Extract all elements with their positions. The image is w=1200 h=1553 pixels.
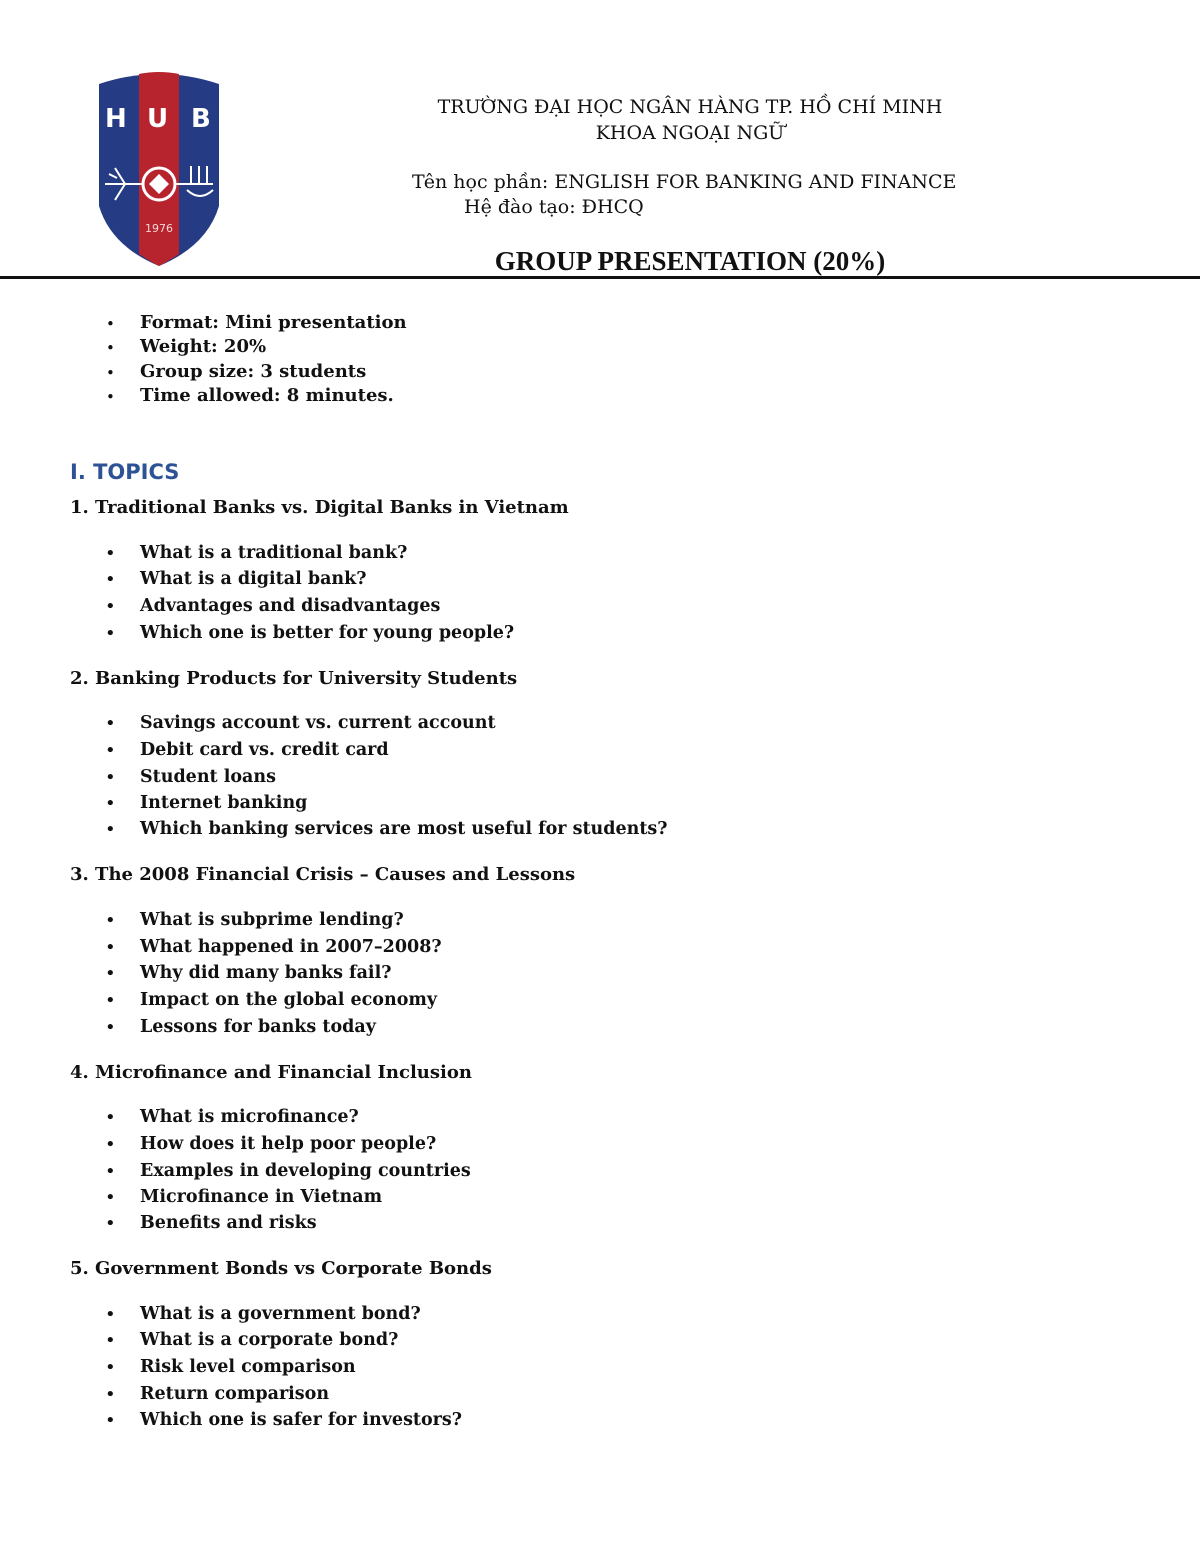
topic-item: Impact on the global economy (140, 990, 438, 1010)
bullet-icon: • (105, 1384, 116, 1405)
info-format: Format: Mini presentation (140, 312, 407, 333)
bullet-icon: • (105, 1304, 116, 1325)
bullet-icon: • (105, 1187, 116, 1208)
topic-item: Which one is better for young people? (140, 623, 515, 643)
topic-item: Examples in developing countries (140, 1161, 471, 1181)
bullet-icon: • (105, 767, 116, 788)
logo-year: 1976 (145, 222, 173, 235)
topic-item: What is a government bond? (140, 1304, 421, 1324)
bullet-icon: • (105, 1330, 116, 1351)
course-label: Tên học phần: (412, 171, 549, 193)
topic-item: What happened in 2007–2008? (140, 937, 442, 957)
course-line (412, 171, 956, 193)
bullet-icon: • (105, 1410, 116, 1431)
level-label: Hệ đào tạo: (464, 196, 576, 218)
topic-item: Return comparison (140, 1384, 330, 1404)
bullet-icon: • (105, 793, 116, 814)
bullet-icon: • (106, 364, 115, 382)
bullet-icon: • (105, 543, 116, 564)
topic-item: Risk level comparison (140, 1357, 356, 1377)
topic-item: What is a traditional bank? (140, 543, 408, 563)
topic-item: Lessons for banks today (140, 1017, 376, 1037)
topic-item: What is subprime lending? (140, 910, 404, 930)
course-value: ENGLISH FOR BANKING AND FINANCE (554, 171, 957, 193)
topic-title: 4. Microfinance and Financial Inclusion (70, 1062, 472, 1083)
topic-item: Advantages and disadvantages (140, 596, 441, 616)
bullet-icon: • (106, 339, 115, 357)
bullet-icon: • (105, 937, 116, 958)
bullet-icon: • (105, 596, 116, 617)
bullet-icon: • (105, 713, 116, 734)
info-group-size: Group size: 3 students (140, 361, 367, 382)
logo-letter-h: H (105, 104, 127, 134)
bullet-icon: • (105, 569, 116, 590)
hub-shield-icon (95, 66, 223, 268)
section-heading: I. TOPICS (70, 460, 180, 484)
bullet-icon: • (105, 1017, 116, 1038)
topic-title: 3. The 2008 Financial Crisis – Causes and Lessons (70, 864, 576, 885)
university-name: TRƯỜNG ĐẠI HỌC NGÂN HÀNG TP. HỒ CHÍ MINH (437, 96, 943, 118)
topic-item: Benefits and risks (140, 1213, 317, 1233)
topic-title: 1. Traditional Banks vs. Digital Banks in Vietnam (70, 497, 569, 518)
bullet-icon: • (105, 990, 116, 1011)
topic-item: Microfinance in Vietnam (140, 1187, 383, 1207)
topic-item: Why did many banks fail? (140, 963, 392, 983)
topic-item: How does it help poor people? (140, 1134, 437, 1154)
topic-item: Which one is safer for investors? (140, 1410, 462, 1430)
bullet-icon: • (105, 1357, 116, 1378)
faculty-name: KHOA NGOẠI NGỮ (595, 122, 785, 144)
bullet-icon: • (105, 1107, 116, 1128)
info-time: Time allowed: 8 minutes. (140, 385, 394, 406)
topic-title: 2. Banking Products for University Students (70, 668, 518, 689)
bullet-icon: • (105, 1213, 116, 1234)
logo-letter-b: B (191, 104, 211, 134)
bullet-icon: • (106, 388, 115, 406)
topic-item: Which banking services are most useful for students? (140, 819, 668, 839)
bullet-icon: • (105, 623, 116, 644)
topic-item: What is microfinance? (140, 1107, 359, 1127)
bullet-icon: • (105, 1134, 116, 1155)
topic-item: Savings account vs. current account (140, 713, 496, 733)
level-value: ĐHCQ (581, 196, 644, 218)
bullet-icon: • (105, 740, 116, 761)
bullet-icon: • (106, 315, 115, 333)
topic-item: Internet banking (140, 793, 308, 813)
topic-title: 5. Government Bonds vs Corporate Bonds (70, 1258, 492, 1279)
topic-item: Student loans (140, 767, 276, 787)
header-divider (0, 276, 1200, 279)
info-weight: Weight: 20% (140, 336, 267, 357)
topic-item: What is a digital bank? (140, 569, 367, 589)
topic-item: Debit card vs. credit card (140, 740, 389, 760)
bullet-icon: • (105, 1161, 116, 1182)
bullet-icon: • (105, 819, 116, 840)
bullet-icon: • (105, 910, 116, 931)
university-logo (95, 66, 223, 268)
page-title: GROUP PRESENTATION (20%) (494, 246, 886, 276)
logo-letter-u: U (147, 104, 169, 134)
topic-item: What is a corporate bond? (140, 1330, 399, 1350)
level-line (464, 196, 644, 218)
bullet-icon: • (105, 963, 116, 984)
